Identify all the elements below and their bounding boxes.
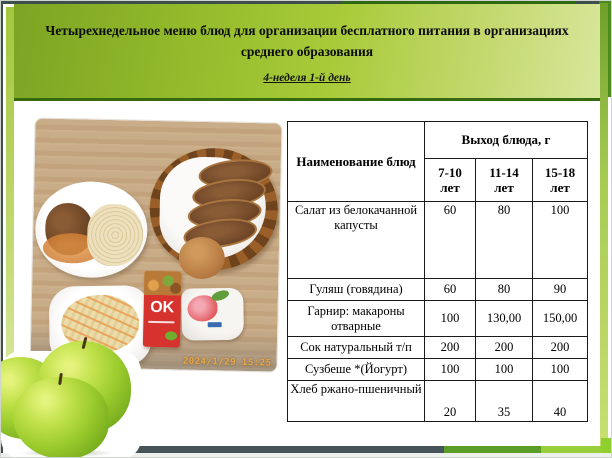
dish-name: Гарнир: макароны отварные — [288, 301, 425, 337]
column-header-age-15-18: 15-18 лет — [533, 159, 588, 202]
dish-value: 20 — [425, 381, 476, 422]
bottom-right-accent — [601, 438, 612, 453]
dish-value: 60 — [425, 279, 476, 301]
dish-value: 90 — [533, 279, 588, 301]
left-green-stripe — [6, 7, 14, 411]
yogurt-label — [208, 322, 222, 327]
yogurt-cup — [181, 288, 244, 341]
apple-image — [13, 377, 109, 458]
meal-photo — [30, 118, 281, 371]
column-header-dish-name: Наименование блюд — [288, 122, 425, 202]
table-row — [288, 301, 588, 337]
table-row — [288, 202, 588, 279]
header-band — [14, 4, 600, 101]
dish-name: Хлеб ржано-пшеничный — [288, 381, 425, 422]
bread-basket — [148, 147, 279, 272]
dish-value: 80 — [476, 279, 533, 301]
dish-value: 200 — [425, 337, 476, 359]
dish-value: 40 — [533, 381, 588, 422]
pasta-portion — [87, 204, 144, 267]
dish-value: 100 — [425, 359, 476, 381]
page-subtitle: 4-неделя 1-й день — [263, 71, 351, 84]
dish-value: 35 — [476, 381, 533, 422]
dish-value: 60 — [425, 202, 476, 279]
photo-timestamp: 2024/1/29 15:25 — [182, 356, 272, 369]
juice-box — [143, 271, 182, 348]
bottom-bar-green — [444, 446, 541, 453]
column-header-age-7-10: 7-10 лет — [425, 159, 476, 202]
menu-table — [287, 121, 587, 422]
dish-value: 100 — [425, 301, 476, 337]
juice-box-text-line — [148, 321, 174, 324]
dish-value: 200 — [476, 337, 533, 359]
juice-box-badge — [165, 331, 177, 340]
dish-name: Сузбеше *(Йогурт) — [288, 359, 425, 381]
dish-value: 150,00 — [533, 301, 588, 337]
dish-value: 130,00 — [476, 301, 533, 337]
table-row — [288, 279, 588, 301]
dish-name: Гуляш (говядина) — [288, 279, 425, 301]
dish-value: 100 — [533, 359, 588, 381]
dish-value: 100 — [476, 359, 533, 381]
strawberry-leaf-art — [210, 288, 230, 302]
table-row — [288, 359, 588, 381]
basket-paper — [159, 156, 267, 260]
main-dish-plate — [34, 180, 148, 278]
dish-value: 200 — [533, 337, 588, 359]
dish-name: Салат из белокачанной капусты — [288, 202, 425, 279]
dish-name: Сок натуральный т/п — [288, 337, 425, 359]
juice-box-art — [144, 271, 181, 296]
column-header-output: Выход блюда, г — [425, 122, 588, 159]
bread-slice-end — [178, 236, 225, 279]
table-row — [288, 337, 588, 359]
dish-value: 100 — [533, 202, 588, 279]
table-row — [288, 381, 588, 422]
juice-brand-label: OK — [150, 298, 175, 317]
page-title: Четырехнедельное меню блюд для организации бесплатного питания в организациях среднего образования — [45, 23, 569, 59]
right-green-stripe — [600, 3, 608, 451]
column-header-age-11-14: 11-14 лет — [476, 159, 533, 202]
dish-value: 80 — [476, 202, 533, 279]
